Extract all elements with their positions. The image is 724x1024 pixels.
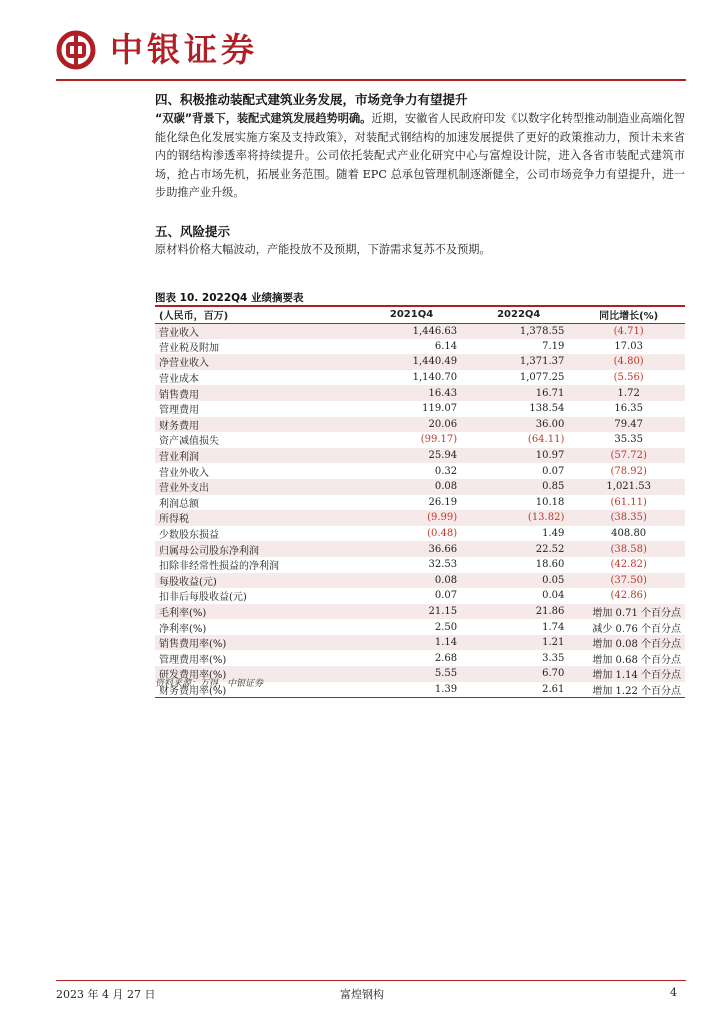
value-2021q4: 2.50 bbox=[434, 621, 458, 633]
value-2022q4: 0.85 bbox=[465, 479, 572, 495]
value-2021q4: 1,440.49 bbox=[358, 354, 465, 370]
header-2022q4: 2022Q4 bbox=[465, 307, 572, 323]
source-note: 资料来源：万得，中银证券 bbox=[155, 679, 264, 689]
row-label: 毛利率(%) bbox=[155, 604, 358, 620]
value-yoy: 17.03 bbox=[614, 340, 643, 352]
value-2022q4: (13.82) bbox=[465, 510, 572, 526]
table-title: 图表 10. 2022Q4 业绩摘要表 bbox=[155, 292, 304, 304]
value-2021q4: 5.55 bbox=[358, 666, 465, 682]
table-row bbox=[155, 370, 685, 386]
value-2022q4: 0.05 bbox=[465, 573, 572, 589]
row-label: 利润总额 bbox=[159, 498, 199, 510]
value-yoy: 1.72 bbox=[572, 385, 685, 401]
value-yoy: 增加 1.14 个百分点 bbox=[572, 666, 685, 682]
value-2022q4: 10.18 bbox=[535, 496, 565, 508]
table-row bbox=[155, 432, 685, 448]
table-row bbox=[155, 573, 685, 589]
value-2022q4: (64.11) bbox=[527, 434, 565, 446]
value-yoy: (4.71) bbox=[572, 323, 685, 339]
value-yoy: 35.35 bbox=[614, 434, 643, 446]
value-yoy: 增加 0.71 个百分点 bbox=[572, 604, 685, 620]
value-2022q4: 7.19 bbox=[542, 340, 565, 352]
footer-divider bbox=[56, 980, 686, 981]
table-row bbox=[155, 541, 685, 557]
value-2022q4: 0.07 bbox=[542, 465, 565, 477]
row-label: 研发费用率(%) bbox=[155, 666, 358, 682]
report-header bbox=[56, 28, 686, 78]
header-yoy: 同比增长(%) bbox=[572, 307, 685, 323]
value-2022q4: 1,378.55 bbox=[465, 323, 572, 339]
value-2022q4: 36.00 bbox=[465, 417, 572, 433]
value-yoy: (61.11) bbox=[610, 496, 647, 508]
value-2021q4: (9.99) bbox=[358, 510, 465, 526]
row-label: 营业成本 bbox=[159, 374, 199, 386]
table-row bbox=[155, 323, 685, 339]
table-header-row bbox=[155, 307, 685, 323]
table-row bbox=[155, 526, 685, 542]
value-2022q4: 22.52 bbox=[465, 541, 572, 557]
value-2022q4: 1.49 bbox=[542, 528, 565, 540]
row-label: 扣非后每股收益(元) bbox=[159, 592, 247, 604]
section5-body: 原材料价格大幅波动，产能投放不及预期，下游需求复苏不及预期。 bbox=[155, 243, 491, 256]
value-2021q4: 32.53 bbox=[428, 559, 458, 571]
value-yoy: (57.72) bbox=[572, 448, 685, 464]
row-label: 销售费用 bbox=[155, 385, 358, 401]
value-2021q4: 0.07 bbox=[434, 590, 458, 602]
row-label: 营业收入 bbox=[155, 323, 358, 339]
value-2022q4: 18.60 bbox=[535, 559, 565, 571]
value-yoy: (42.82) bbox=[610, 559, 647, 571]
value-2021q4: 0.08 bbox=[358, 573, 465, 589]
value-2022q4: 21.86 bbox=[465, 604, 572, 620]
value-yoy: 408.80 bbox=[611, 528, 647, 540]
value-yoy: (5.56) bbox=[613, 372, 644, 384]
section4-paragraph bbox=[155, 110, 685, 203]
table-row bbox=[155, 463, 685, 479]
table-row bbox=[155, 650, 685, 666]
value-2021q4: 20.06 bbox=[358, 417, 465, 433]
value-yoy: (78.92) bbox=[610, 465, 647, 477]
value-yoy: 1,021.53 bbox=[572, 479, 685, 495]
value-2022q4: 2.61 bbox=[542, 683, 565, 695]
value-2022q4: 0.04 bbox=[542, 590, 565, 602]
value-2021q4: 2.68 bbox=[434, 652, 458, 664]
table-row bbox=[155, 588, 685, 604]
value-2022q4: 6.70 bbox=[465, 666, 572, 682]
row-label: 营业外支出 bbox=[155, 479, 358, 495]
value-2022q4: 1,371.37 bbox=[465, 354, 572, 370]
footer-date: 2023 年 4 月 27 日 bbox=[56, 988, 156, 1001]
value-2021q4: 36.66 bbox=[358, 541, 465, 557]
value-2021q4: (0.48) bbox=[427, 528, 458, 540]
value-yoy: 16.35 bbox=[614, 403, 643, 415]
value-2021q4: 21.15 bbox=[358, 604, 465, 620]
value-2021q4: 119.07 bbox=[422, 403, 458, 415]
row-label: 归属母公司股东净利润 bbox=[155, 541, 358, 557]
value-2022q4: 1,077.25 bbox=[519, 372, 565, 384]
table-row bbox=[155, 339, 685, 355]
value-2021q4: 6.14 bbox=[434, 340, 458, 352]
brand-name: 中银证券 bbox=[110, 30, 258, 69]
value-yoy: (37.50) bbox=[572, 573, 685, 589]
row-label: 销售费用率(%) bbox=[155, 635, 358, 651]
value-yoy: (38.35) bbox=[572, 510, 685, 526]
value-yoy: (38.58) bbox=[572, 541, 685, 557]
section4-body: 近期，安徽省人民政府印发《以数字化转型推动制造业高端化智能化绿色化发展实施方案及支持政策》，对装配式钢结构的加速发展提供了更好的政策推动力，预计未来省内的钢结构渗透率将持续提升。公司依托装配式产业化研究中心与富煌设计院，进入各省市装配式建筑市场，抢占市场先机，拓展业务范围。随着 EPC 总承包管理机制逐渐健全，公司市场竞争力有望提升，进一步助推产业升级。 bbox=[155, 112, 685, 199]
footer-company: 富煌钢构 bbox=[340, 988, 384, 1001]
bank-of-china-logo-icon bbox=[56, 30, 96, 70]
row-label: 资产减值损失 bbox=[159, 436, 219, 448]
table-row bbox=[155, 635, 685, 651]
value-2022q4: 1.74 bbox=[542, 621, 565, 633]
value-2022q4: 138.54 bbox=[529, 403, 565, 415]
row-label: 扣除非经常性损益的净利润 bbox=[159, 561, 279, 573]
row-label: 营业外收入 bbox=[159, 467, 209, 479]
value-yoy: 增加 0.68 个百分点 bbox=[592, 654, 681, 666]
section5-title: 五、风险提示 bbox=[155, 224, 231, 239]
page-number: 4 bbox=[670, 986, 677, 999]
table-row bbox=[155, 448, 685, 464]
row-label: 营业利润 bbox=[155, 448, 358, 464]
value-2021q4: 1.39 bbox=[434, 683, 458, 695]
value-yoy: (42.86) bbox=[610, 590, 647, 602]
value-2021q4: 1,446.63 bbox=[358, 323, 465, 339]
table-row bbox=[155, 495, 685, 511]
table-row bbox=[155, 557, 685, 573]
header-unit: (人民币，百万) bbox=[155, 307, 358, 323]
row-label: 财务费用率(%) bbox=[159, 685, 227, 697]
performance-table bbox=[155, 305, 685, 698]
header-2021q4: 2021Q4 bbox=[358, 307, 465, 323]
value-2021q4: 16.43 bbox=[358, 385, 465, 401]
row-label: 少数股东损益 bbox=[159, 530, 219, 542]
value-2022q4: 1.21 bbox=[465, 635, 572, 651]
value-2022q4: 3.35 bbox=[542, 652, 565, 664]
table-row bbox=[155, 479, 685, 495]
value-2021q4: 0.08 bbox=[358, 479, 465, 495]
value-2021q4: 25.94 bbox=[358, 448, 465, 464]
table-row bbox=[155, 417, 685, 433]
value-2022q4: 16.71 bbox=[465, 385, 572, 401]
value-yoy: 减少 0.76 个百分点 bbox=[592, 623, 681, 635]
row-label: 净利率(%) bbox=[159, 623, 207, 635]
row-label: 财务费用 bbox=[155, 417, 358, 433]
row-label: 每股收益(元) bbox=[155, 573, 358, 589]
section4-title: 四、积极推动装配式建筑业务发展，市场竞争力有望提升 bbox=[155, 92, 468, 107]
value-2021q4: 1.14 bbox=[358, 635, 465, 651]
row-label: 营业税及附加 bbox=[159, 342, 219, 354]
table-row bbox=[155, 604, 685, 620]
value-2021q4: (99.17) bbox=[420, 434, 458, 446]
table-bottom-rule bbox=[155, 697, 685, 698]
table-row bbox=[155, 619, 685, 635]
value-yoy: (4.80) bbox=[572, 354, 685, 370]
value-yoy: 增加 1.22 个百分点 bbox=[592, 685, 681, 697]
table-row bbox=[155, 385, 685, 401]
value-yoy: 79.47 bbox=[572, 417, 685, 433]
row-label: 所得税 bbox=[155, 510, 358, 526]
table-row bbox=[155, 401, 685, 417]
section4-lead: “双碳”背景下，装配式建筑发展趋势明确。 bbox=[155, 112, 372, 125]
value-2021q4: 26.19 bbox=[428, 496, 458, 508]
row-label: 管理费用 bbox=[159, 405, 199, 417]
row-label: 管理费用率(%) bbox=[159, 654, 227, 666]
row-label: 净营业收入 bbox=[155, 354, 358, 370]
table-row bbox=[155, 510, 685, 526]
value-2022q4: 10.97 bbox=[465, 448, 572, 464]
value-yoy: 增加 0.08 个百分点 bbox=[572, 635, 685, 651]
value-2021q4: 1,140.70 bbox=[412, 372, 458, 384]
value-2021q4: 0.32 bbox=[434, 465, 458, 477]
table-row bbox=[155, 354, 685, 370]
header-divider bbox=[56, 79, 686, 81]
